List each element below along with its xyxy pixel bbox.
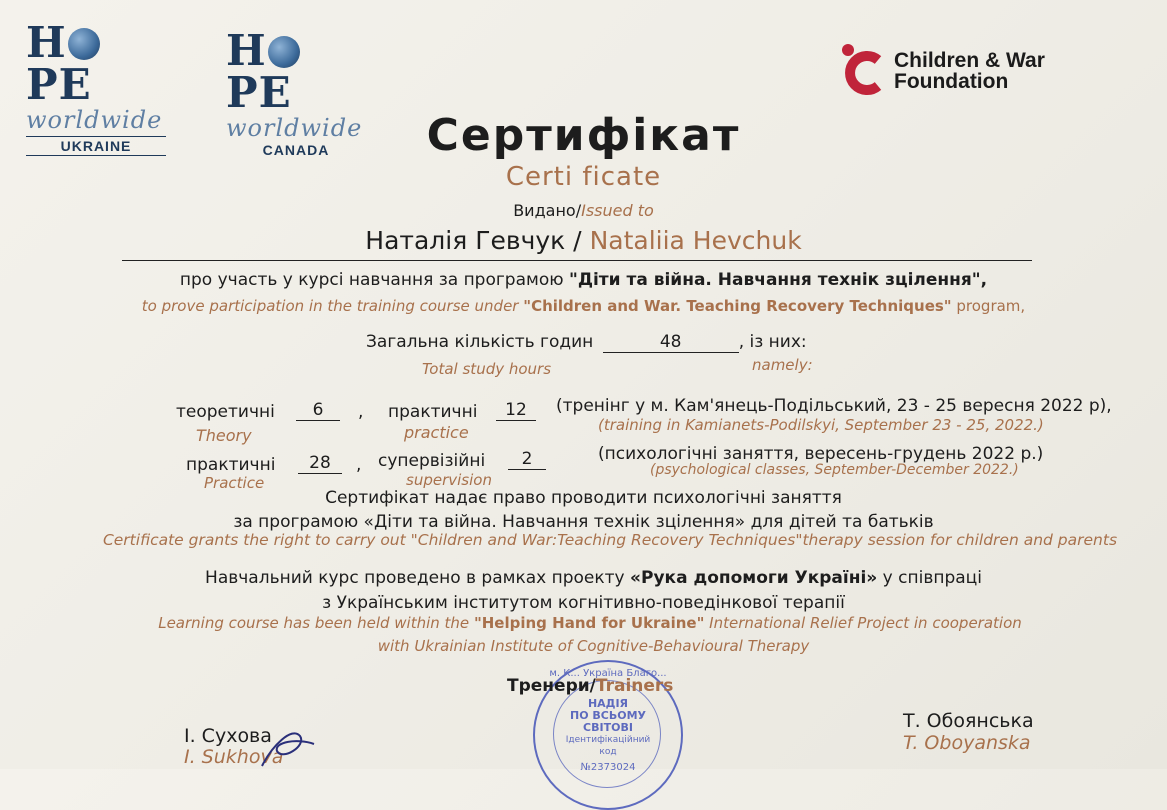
trainers-label: Тренери/Trainers [507, 676, 674, 696]
stamp-line1: НАДІЯ [587, 697, 629, 710]
project-en2: with Ukrainian Institute of Cognitive-Behavioural Therapy [377, 637, 810, 655]
stamp-line2: ПО ВСЬОМУ [569, 709, 646, 722]
practice2-value: 28 [298, 453, 342, 474]
region-label: CANADA [262, 142, 330, 158]
trainer-right-name-en: T. Oboyanska [903, 732, 1031, 754]
rights-line2: за програмою «Діти та війна. Навчання технік зцілення» для дітей та батьків [233, 512, 934, 532]
hope-wordmark: HPE [226, 30, 366, 114]
theory-en: Theory [196, 426, 252, 445]
certificate-title: Сертифікат [426, 110, 741, 161]
trainer-right-name: Т. Обоянська [903, 710, 1034, 732]
globe-icon [68, 28, 100, 60]
project-line2: з Українським інститутом когнітивно-поведінкової терапії [322, 593, 845, 613]
project-en1: Learning course has been held within the "Helping Hand for Ukraine" International Relief Project in cooperation [158, 614, 1022, 632]
children-war-foundation-logo [838, 42, 1078, 98]
trainer-left-name: І. Сухова [184, 725, 272, 747]
issued-to-label: Видано/Issued to [513, 201, 654, 220]
rights-line1: Сертифікат надає право проводити психологічні заняття [325, 488, 842, 508]
namely-en: namely: [752, 356, 813, 374]
training-details-en: (training in Kamianets-Podilskyi, September 23 - 25, 2022.) [598, 416, 1044, 434]
supervision-en: supervision [406, 471, 492, 489]
stamp-line4: Ідентифікаційний [565, 735, 651, 745]
total-hours-value: 48 [603, 332, 739, 353]
training-details: (тренінг у м. Кам'янець-Подільський, 23 - 25 вересня 2022 р), [556, 396, 1112, 416]
globe-icon [268, 36, 300, 68]
course-statement-en: to prove participation in the training course under "Children and War. Teaching Recovery Techniques" program, [141, 297, 1026, 315]
recipient-underline [122, 260, 1032, 261]
practice2-en: Practice [204, 474, 265, 492]
rights-en: Certificate grants the right to carry out "Children and War:Teaching Recovery Techniques"therapy session for children and parents [102, 531, 1118, 549]
cwf-line1: Children & War [894, 49, 1045, 72]
classes-details: (психологічні заняття, вересень-грудень 2022 р.) [598, 444, 1044, 464]
worldwide-tagline: worldwide [26, 106, 163, 134]
cwf-c-icon [838, 42, 888, 98]
total-hours-row: Загальна кількість годин 48 , із них: [366, 332, 807, 352]
stamp-line6: №2373024 [580, 762, 636, 773]
practice1-value: 12 [496, 400, 536, 421]
theory-label: теоретичні [176, 402, 275, 422]
classes-details-en: (psychological classes, September-December 2022.) [650, 462, 1019, 478]
recipient-name: Наталія Гевчук / Nataliia Hevchuk [365, 226, 802, 255]
region-label: UKRAINE [26, 136, 166, 156]
worldwide-tagline: worldwide [226, 114, 363, 142]
trainer-left-name-en: I. Sukhova [184, 746, 284, 768]
signature-left [252, 716, 322, 769]
stamp-line5: код [599, 747, 617, 757]
project-line1: Навчальний курс проведено в рамках проекту «Рука допомоги Україні» у співпраці [205, 568, 982, 588]
practice2-label: практичні [186, 455, 276, 475]
cwf-line2: Foundation [894, 70, 1009, 93]
hope-wordmark: HPE [26, 22, 166, 106]
total-hours-en: Total study hours [422, 360, 552, 378]
theory-value: 6 [296, 400, 340, 421]
practice1-en: practice [404, 423, 469, 442]
supervision-label: супервізійні [378, 451, 486, 471]
practice1-label: практичні [388, 402, 478, 422]
stamp-ring-text: м. К... Україна Благо... [549, 668, 667, 679]
course-statement: про участь у курсі навчання за програмою "Діти та війна. Навчання технік зцілення", [179, 270, 988, 290]
stamp-line3: СВІТОВІ [583, 721, 633, 734]
certificate-title-en: Certi ficate [505, 162, 662, 192]
supervision-value: 2 [508, 449, 546, 470]
